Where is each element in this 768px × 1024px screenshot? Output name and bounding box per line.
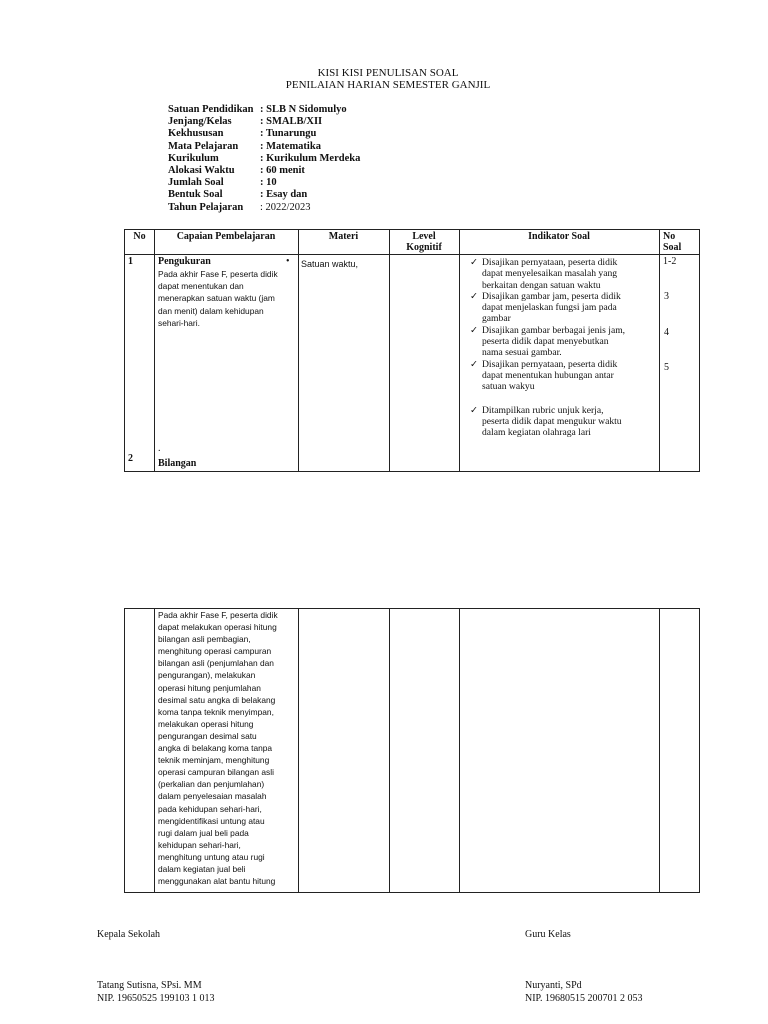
cp-line: desimal satu angka di belakang: [158, 694, 276, 705]
row1-no: 1: [128, 256, 133, 267]
indicator-line: berkaitan dengan satuan waktu: [482, 279, 601, 291]
meta-row: [168, 202, 360, 214]
row1-materi: Satuan waktu,: [301, 259, 359, 269]
cp-line: dalam penyelesaian masalah: [158, 791, 267, 802]
indicator-line: peserta didik dapat mengukur waktu: [482, 415, 622, 427]
document-title: KISI KISI PENULISAN SOAL: [317, 67, 459, 79]
cp-line: teknik meminjam, menghitung: [158, 755, 270, 766]
cp-line: dalam kegiatan jual beli: [158, 863, 246, 874]
signature-left-nip: NIP. 19650525 199103 1 013: [97, 993, 215, 1004]
indicator-line: Disajikan pernyataan, peserta didik: [482, 257, 618, 268]
continuation-cp-text: [158, 609, 298, 887]
column-divider: [459, 230, 460, 471]
cp-line: Pada akhir Fase F, peserta didik: [158, 269, 278, 279]
meta-key: Jumlah Soal: [168, 177, 224, 189]
meta-key: Alokasi Waktu: [168, 165, 235, 177]
indicator-item: [470, 291, 658, 325]
meta-value: : 10: [260, 177, 277, 189]
row1-bullet: •: [286, 256, 290, 267]
document-subtitle: PENILAIAN HARIAN SEMESTER GANJIL: [285, 79, 491, 91]
row1-cp-title: Pengukuran: [158, 256, 211, 267]
cp-line: menerapkan satuan waktu (jam: [158, 293, 275, 304]
indicator-line: satuan wakyu: [482, 381, 535, 393]
cp-line: menggunakan alat bantu hitung: [158, 876, 276, 887]
cp-line: dapat menentukan dan: [158, 281, 244, 292]
meta-row: [168, 165, 360, 177]
column-divider: [154, 609, 155, 892]
column-divider: [659, 230, 660, 471]
header-capaian: Capaian Pembelajaran: [176, 231, 276, 242]
meta-value: : 2022/2023: [260, 201, 311, 213]
header-nosoal: [661, 231, 699, 253]
signature-left-name: Tatang Sutisna, SPsi. MM: [97, 980, 202, 991]
indicator-line: dapat menentukan hubungan antar: [482, 369, 614, 381]
header-level-line: Level: [412, 231, 436, 242]
header-no: No: [133, 231, 146, 242]
meta-value: : SLB N Sidomulyo: [260, 104, 347, 115]
indicator-item: [470, 325, 658, 359]
meta-row: [168, 177, 360, 189]
column-divider: [298, 609, 299, 892]
header-indikator: Indikator Soal: [528, 231, 590, 242]
indicator-line: Disajikan gambar jam, peserta didik: [482, 290, 621, 302]
indicator-line: Disajikan pernyataan, peserta didik: [482, 358, 618, 370]
column-divider: [389, 609, 390, 892]
meta-row: [168, 128, 360, 140]
indicator-list: [470, 257, 658, 438]
nosoal-value: 5: [664, 362, 669, 373]
cp-line: operasi hitung penjumlahan: [158, 682, 261, 693]
meta-value: : Matematika: [260, 140, 321, 152]
indicator-item: [470, 257, 658, 291]
cp-line: menghitung operasi campuran: [158, 646, 272, 657]
cp-line: rugi dalam jual beli pada: [158, 827, 249, 838]
meta-value: : SMALB/XII: [260, 116, 323, 128]
indicator-text: [482, 405, 658, 439]
check-icon: ✓: [470, 324, 479, 336]
nosoal-value: 1-2: [663, 256, 677, 267]
row2-dot: .: [158, 443, 161, 454]
check-icon: ✓: [470, 358, 479, 370]
cp-line: bilangan asli pembagian,: [158, 634, 251, 645]
cp-line: koma tanpa teknik menyimpan,: [158, 706, 274, 717]
header-materi: Materi: [328, 231, 359, 242]
cp-line: bilangan asli (penjumlahan dan: [158, 658, 274, 669]
meta-key: Bentuk Soal: [168, 189, 223, 201]
column-divider: [659, 609, 660, 892]
indicator-item: [470, 405, 658, 439]
indicator-line: gambar: [482, 313, 511, 325]
meta-key: Satuan Pendidikan: [168, 104, 254, 115]
check-icon: ✓: [470, 404, 479, 416]
column-divider: [154, 230, 155, 471]
meta-value: : Tunarungu: [260, 128, 317, 140]
cp-line: sehari-hari.: [158, 317, 200, 328]
indicator-text: [482, 325, 658, 359]
cp-line: Pada akhir Fase F, peserta didik: [158, 610, 278, 620]
column-divider: [298, 230, 299, 471]
meta-key: Jenjang/Kelas: [168, 116, 232, 128]
cp-line: melakukan operasi hitung: [158, 718, 254, 729]
header-level: [389, 231, 459, 253]
indicator-text: [482, 257, 658, 291]
meta-key: Tahun Pelajaran: [168, 201, 244, 213]
row2-cp-title: Bilangan: [158, 458, 197, 469]
cp-line: angka di belakang koma tanpa: [158, 743, 273, 754]
meta-key: Kekhususan: [168, 128, 224, 140]
header-nosoal-line: Soal: [663, 242, 682, 253]
row2-no: 2: [128, 453, 133, 464]
check-icon: ✓: [470, 257, 479, 268]
indicator-line: Ditampilkan rubric unjuk kerja,: [482, 404, 604, 416]
meta-row: [168, 104, 360, 116]
meta-info: [168, 104, 360, 214]
column-divider: [459, 609, 460, 892]
header-level-line: Kognitif: [406, 242, 442, 253]
cp-line: operasi campuran bilangan asli: [158, 767, 274, 778]
cp-line: pada kehidupan sehari-hari,: [158, 803, 262, 814]
meta-key: Mata Pelajaran: [168, 140, 239, 152]
indicator-item: [470, 359, 658, 393]
check-icon: ✓: [470, 290, 479, 302]
meta-value: : Kurikulum Merdeka: [260, 152, 361, 164]
indicator-line: nama sesuai gambar.: [482, 347, 562, 359]
cp-line: dan menit) dalam kehidupan: [158, 305, 264, 316]
indicator-text: [482, 291, 658, 325]
column-divider: [389, 230, 390, 471]
meta-row: [168, 141, 360, 153]
nosoal-value: 4: [664, 327, 669, 338]
signature-right-name: Nuryanti, SPd: [525, 980, 582, 991]
cp-line: pengurangan desimal satu: [158, 730, 257, 741]
cp-line: menghitung untung atau rugi: [158, 851, 265, 862]
cp-line: mengidentifikasi untung atau: [158, 815, 265, 826]
meta-value: : Esay dan: [260, 189, 308, 201]
row1-cp-text: [158, 268, 298, 329]
indicator-line: Disajikan gambar berbagai jenis jam,: [482, 324, 626, 336]
cp-line: pengurangan), melakukan: [158, 670, 256, 681]
nosoal-value: 3: [664, 291, 669, 302]
signature-right-nip: NIP. 19680515 200701 2 053: [525, 993, 643, 1004]
meta-row: [168, 189, 360, 201]
indicator-line: dalam kegiatan olahraga lari: [482, 427, 591, 439]
indicator-line: dapat menyelesaikan masalah yang: [482, 268, 618, 280]
cp-line: (perkalian dan penjumlahan): [158, 779, 265, 790]
meta-value: : 60 menit: [260, 165, 305, 177]
signature-right-role: Guru Kelas: [525, 929, 571, 940]
indicator-line: peserta didik dapat menyebutkan: [482, 336, 609, 348]
meta-row: [168, 153, 360, 165]
indicator-text: [482, 359, 658, 393]
meta-row: [168, 116, 360, 128]
header-nosoal-line: No: [663, 231, 676, 242]
indicator-line: dapat menjelaskan fungsi jam pada: [482, 302, 617, 314]
header-divider: [125, 254, 699, 255]
cp-line: kehidupan sehari-hari,: [158, 839, 241, 850]
signature-left-role: Kepala Sekolah: [97, 929, 161, 940]
cp-line: dapat melakukan operasi hitung: [158, 622, 277, 633]
meta-key: Kurikulum: [168, 152, 219, 164]
